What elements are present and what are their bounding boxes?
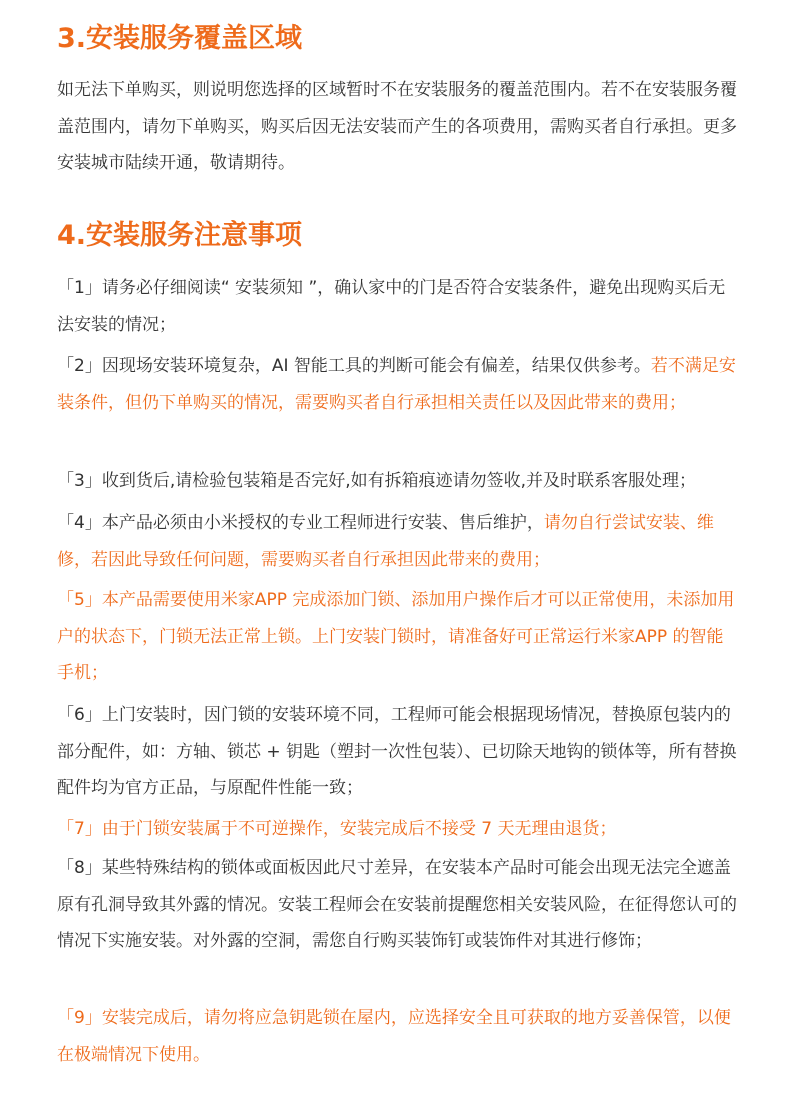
notice-item-number: 「6」 <box>57 705 102 725</box>
notice-item-2 <box>57 348 737 421</box>
section-4-title: 4.安装服务注意事项 <box>57 220 303 251</box>
notice-item-8 <box>57 850 737 960</box>
notice-item-number: 「3」 <box>57 471 102 491</box>
notice-item-text: 收到货后,请检验包装箱是否完好,如有拆箱痕迹请勿签收,并及时联系客服处理； <box>101 471 697 491</box>
notice-item-3 <box>57 463 737 500</box>
notice-item-number: 「8」 <box>57 858 102 878</box>
notice-item-highlight: 若不满足安装条件，但仍下单购买的情况，需要购买者自行承担相关责任以及因此带来的费用； <box>57 356 736 413</box>
notice-item-5 <box>57 582 737 692</box>
notice-item-number: 「9」 <box>57 1008 102 1028</box>
notice-item-9 <box>57 1000 737 1073</box>
notice-item-4 <box>57 505 737 578</box>
notice-item-6 <box>57 697 737 807</box>
notice-item-number: 「5」 <box>57 590 102 610</box>
section-3-body: 如无法下单购买，则说明您选择的区域暂时不在安装服务的覆盖范围内。若不在安装服务覆盖范围内，请勿下单购买，购买后因无法安装而产生的各项费用，需购买者自行承担。更多安装城市陆续开通，敬请期待。 <box>57 80 737 173</box>
section-3-title: 3.安装服务覆盖区域 <box>57 23 303 54</box>
notice-item-text: 上门安装时，因门锁的安装环境不同，工程师可能会根据现场情况，替换原包装内的部分配件，如：方轴、锁芯 + 钥匙（塑封一次性包装）、已切除天地钩的锁体等，所有替换配件均为官方正品，与原配件性能一致； <box>57 705 737 798</box>
notice-item-text: 请务必仔细阅读“ 安装须知 ”，确认家中的门是否符合安装条件，避免出现购买后无法安装的情况； <box>57 278 726 335</box>
notice-item-text: 因现场安装环境复杂，AI 智能工具的判断可能会有偏差，结果仅供参考。 <box>101 356 651 376</box>
notice-item-highlight: 本产品需要使用米家APP 完成添加门锁、添加用户操作后才可以正常使用，未添加用户的状态下，门锁无法正常上锁。上门安装门锁时，请准备好可正常运行米家APP 的智能手机； <box>57 590 735 683</box>
notice-item-number: 「7」 <box>57 819 102 839</box>
notice-item-7 <box>57 811 737 848</box>
notice-item-number: 「4」 <box>57 513 102 533</box>
notice-item-text: 某些特殊结构的锁体或面板因此尺寸差异，在安装本产品时可能会出现无法完全遮盖原有孔洞导致其外露的情况。安装工程师会在安装前提醒您相关安装风险，在征得您认可的情况下实施安装。对外露的空洞，需您自行购买装饰钉或装饰件对其进行修饰； <box>57 858 737 951</box>
notice-item-1 <box>57 270 737 343</box>
notice-item-number: 「1」 <box>57 278 102 298</box>
notice-item-highlight: 安装完成后，请勿将应急钥匙锁在屋内，应选择安全且可获取的地方妥善保管，以便在极端情况下使用。 <box>57 1008 731 1065</box>
notice-item-highlight: 请勿自行尝试安装、维修，若因此导致任何问题，需要购买者自行承担因此带来的费用； <box>57 513 714 570</box>
notice-item-number: 「2」 <box>57 356 102 376</box>
notice-item-text: 本产品必须由小米授权的专业工程师进行安装、售后维护， <box>101 513 544 533</box>
notice-item-highlight: 由于门锁安装属于不可逆操作，安装完成后不接受 7 天无理由退货； <box>101 819 617 839</box>
